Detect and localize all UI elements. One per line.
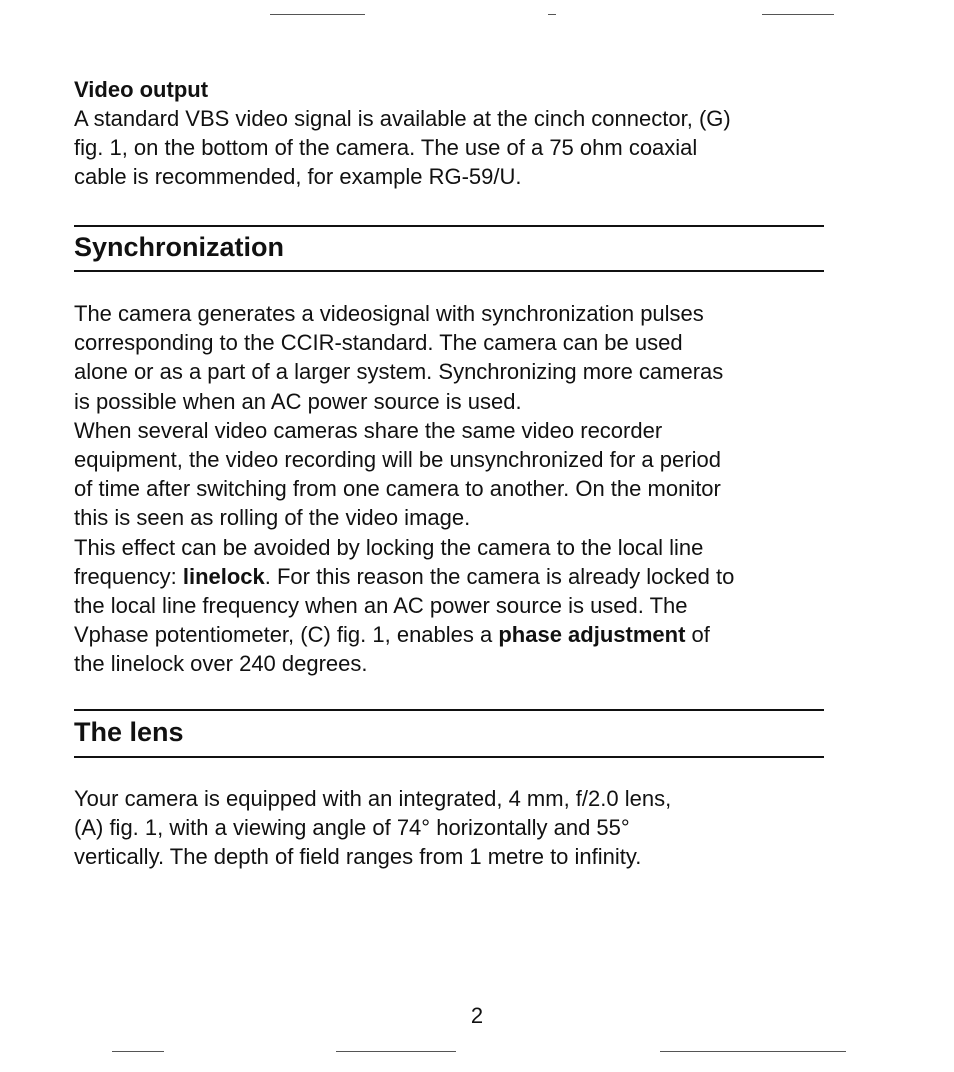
lens-title: The lens [74,717,184,747]
paragraph-text: This effect can be avoided by locking the camera to the local line frequency: [74,534,704,589]
synchronization-body [74,299,834,679]
paragraph-text: . For this reason the camera is already locked to the local line frequency when an AC power source is used. The Vphase potentiometer, (C) fig. 1, enables a [74,563,735,648]
video-output-body: A standard VBS video signal is available at the cinch connector, (G) fig. 1, on the bottom of the camera. The use of a 75 ohm coaxial cable is recommended, for example RG-59/U. [74,106,731,190]
video-output-heading: Video output [74,77,209,102]
section-rule-bottom [74,270,824,272]
section-rule-top [74,709,824,711]
scan-artifact-bottom [112,1051,164,1052]
lens-body [74,784,834,872]
phase-adjustment-term: phase adjustment [498,622,686,648]
linelock-term: linelock [182,563,265,589]
synchronization-title: Synchronization [74,232,285,262]
scan-artifact-top [548,14,556,15]
section-rule-top [74,225,824,227]
scan-artifact-top [762,14,834,15]
scan-artifact-top [270,14,365,15]
scan-artifact-bottom [336,1051,456,1052]
page-number: 2 [470,1003,484,1028]
video-output-section [74,75,834,192]
scan-artifact-bottom [660,1051,846,1052]
lens-paragraph: Your camera is equipped with an integrated, 4 mm, f/2.0 lens, (A) fig. 1, with a viewing angle of 74° horizontally and 55° vertically. The depth of field ranges from 1 metre to infinity. [74,786,672,870]
section-rule-bottom [74,756,824,758]
synchronization-paragraph: The camera generates a videosignal with synchronization pulses corresponding to the CCIR-standard. The camera can be used alone or as a part of a larger system. Synchronizing more cameras is possible when an AC power source is used. [74,301,724,414]
synchronization-paragraph [74,533,834,679]
synchronization-paragraph: When several video cameras share the same video recorder equipment, the video recording will be unsynchronized for a period of time after switching from one camera to another. On the monitor this is seen as rolling of the video image. [74,417,721,531]
paragraph-text: of the linelock over 240 degrees. [74,622,710,677]
